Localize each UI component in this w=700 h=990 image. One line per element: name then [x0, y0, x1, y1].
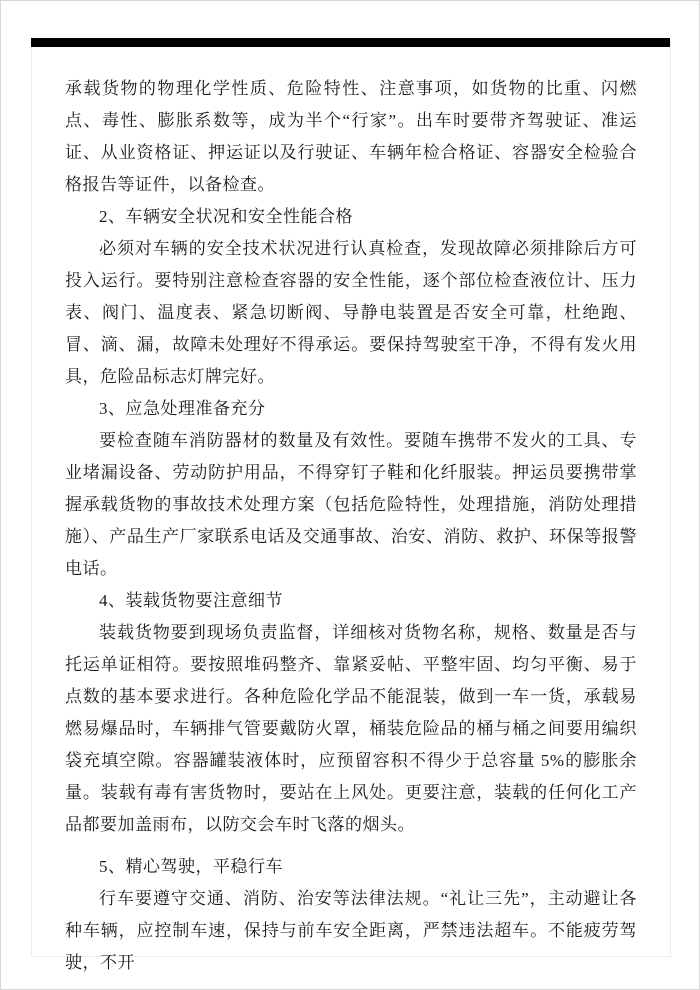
paragraph: 要检查随车消防器材的数量及有效性。要随车携带不发火的工具、专业堵漏设备、劳动防护用品，不得穿钉子鞋和化纤服装。押运员要携带掌握承载货物的事故技术处理方案（包括危险特性，处理措施，消防处理措施）、产品生产厂家联系电话及交通事故、治安、消防、救护、环保等报警电话。 — [65, 431, 637, 578]
section-heading-4: 4、装载货物要注意细节 — [99, 591, 283, 610]
section-heading-2: 2、车辆安全状况和安全性能合格 — [99, 207, 353, 226]
section-heading-5: 5、精心驾驶，平稳行车 — [99, 857, 283, 876]
section-heading-3: 3、应急处理准备充分 — [99, 399, 266, 418]
paragraph-continuation: 承载货物的物理化学性质、危险特性、注意事项，如货物的比重、闪燃点、毒性、膨胀系数等，成为半个“行家”。出车时要带齐驾驶证、准运证、从业资格证、押运证以及行驶证、车辆年检合格证、容器安全检验合格报告等证件，以备检查。 — [65, 79, 637, 194]
header-rule — [31, 38, 670, 47]
paragraph: 装载货物要到现场负责监督，详细核对货物名称，规格、数量是否与托运单证相符。要按照堆码整齐、靠紧妥帖、平整牢固、均匀平衡、易于点数的基本要求进行。各种危险化学品不能混装，做到一车一货，承载易燃易爆品时，车辆排气管要戴防火罩，桶装危险品的桶与桶之间要用编织袋充填空隙。容器罐装液体时，应预留容积不得少于总容量 5%的膨胀余量。装载有毒有害货物时，要站在上风处。更要注意，装载的任何化工产品都要加盖雨布，以防交会车时飞落的烟头。 — [65, 623, 637, 834]
document-content — [65, 73, 637, 979]
paragraph: 必须对车辆的安全技术状况进行认真检查，发现故障必须排除后方可投入运行。要特别注意检查容器的安全性能，逐个部位检查液位计、压力表、阀门、温度表、紧急切断阀、导静电装置是否安全可靠，杜绝跑、冒、滴、漏，故障未处理好不得承运。要保持驾驶室干净，不得有发火用具，危险品标志灯牌完好。 — [65, 239, 637, 386]
paragraph: 行车要遵守交通、消防、治安等法律法规。“礼让三先”，主动避让各种车辆，应控制车速，保持与前车安全距离，严禁违法超车。不能疲劳驾驶，不开 — [65, 889, 637, 972]
